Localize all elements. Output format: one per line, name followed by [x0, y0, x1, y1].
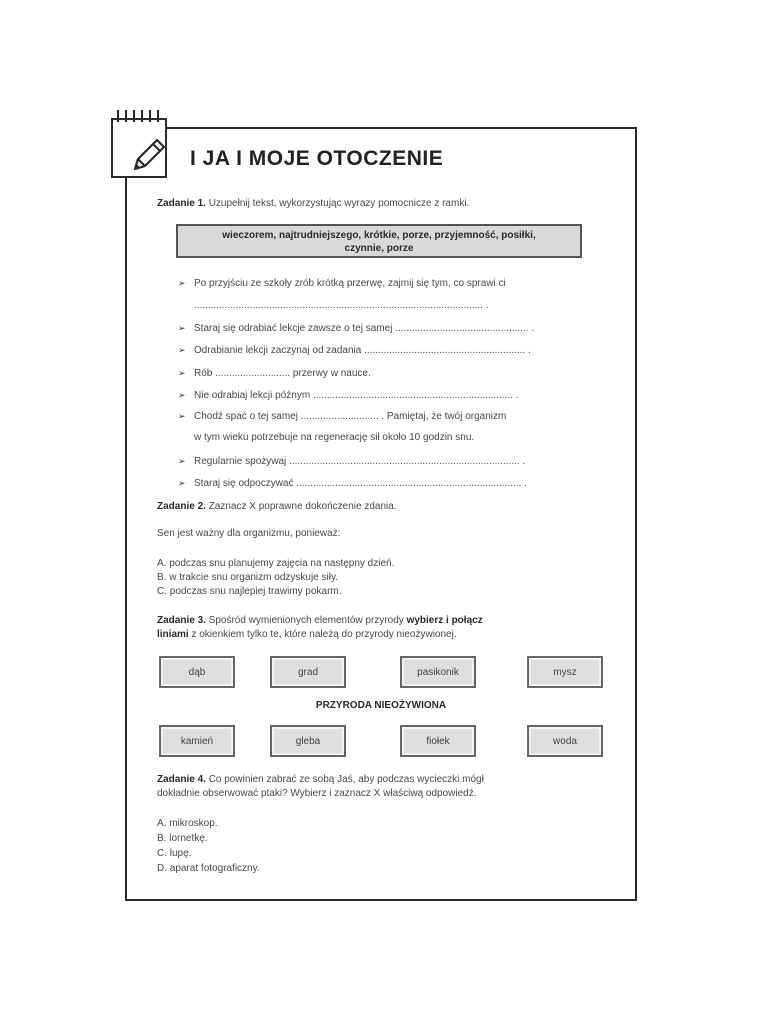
- task2-option-c[interactable]: C. podczas snu najlepiej trawimy pokarm.: [157, 586, 342, 597]
- pencil-icon: [129, 135, 169, 175]
- nature-box-pasikonik[interactable]: pasikonik: [400, 656, 476, 688]
- task4-label: Zadanie 4.: [157, 774, 206, 785]
- nature-box-gleba[interactable]: gleba: [270, 725, 346, 757]
- task4-option-b[interactable]: B. lornetkę.: [157, 833, 208, 844]
- nature-box-woda[interactable]: woda: [527, 725, 603, 757]
- task1-item-text: Po przyjściu ze szkoły zrób krótką przerwę, zajmij się tym, co sprawi ci: [194, 278, 506, 289]
- task1-item: [178, 321, 534, 336]
- task1-item: [178, 409, 506, 424]
- task3-label: Zadanie 3.: [157, 615, 206, 626]
- word-bank-line-1: wieczorem, najtrudniejszego, krótkie, porze, przyjemność, posiłki,: [222, 230, 536, 241]
- task4-heading: [157, 773, 484, 787]
- task1-item-text[interactable]: Odrabianie lekcji zaczynaj od zadania .......................................................... .: [194, 345, 531, 356]
- task4-instruction-line2: dokładnie obserwować ptaki? Wybierz i zaznacz X właściwą odpowiedź.: [157, 788, 477, 799]
- task1-heading: [157, 197, 469, 211]
- task1-item-continuation: w tym wieku potrzebuje na regenerację sił około 10 godzin snu.: [194, 432, 475, 443]
- nature-box-fiolek[interactable]: fiołek: [400, 725, 476, 757]
- task2-heading: [157, 500, 397, 514]
- nature-box-dab[interactable]: dąb: [159, 656, 235, 688]
- nature-box-mysz[interactable]: mysz: [527, 656, 603, 688]
- task2-option-a[interactable]: A. podczas snu planujemy zajęcia na następny dzień.: [157, 558, 395, 569]
- inanimate-nature-label[interactable]: PRZYRODA NIEOŻYWIONA: [315, 700, 447, 711]
- task3-instruction-a: Spośród wymienionych elementów przyrody: [208, 615, 404, 626]
- task3-instruction-b: z okienkiem tylko te, które należą do przyrody nieożywionej.: [191, 629, 457, 640]
- task1-label: Zadanie 1.: [157, 198, 206, 209]
- arrow-bullet-icon: ➢: [178, 390, 186, 400]
- task3-heading-line2: [157, 628, 457, 642]
- arrow-bullet-icon: ➢: [178, 478, 186, 488]
- spiral-binding-icon: [112, 108, 168, 124]
- arrow-bullet-icon: ➢: [178, 456, 186, 466]
- task1-item: [178, 343, 531, 358]
- task4-option-c[interactable]: C. lupę.: [157, 848, 192, 859]
- task3-instruction-bold: wybierz i połącz: [406, 615, 483, 626]
- task1-instruction: Uzupełnij tekst, wykorzystując wyrazy pomocnicze z ramki.: [208, 198, 470, 209]
- task1-item: [178, 276, 506, 291]
- task1-item: [178, 476, 527, 491]
- arrow-bullet-icon: ➢: [178, 345, 186, 355]
- task1-item-text[interactable]: Rób ........................... przerwy w nauce.: [194, 368, 371, 379]
- page-title: I JA I MOJE OTOCZENIE: [190, 147, 444, 170]
- task1-item: [178, 388, 519, 403]
- task2-option-b[interactable]: B. w trakcie snu organizm odzyskuje siły.: [157, 572, 338, 583]
- task1-item-text[interactable]: Chodź spać o tej samej ............................ . Pamiętaj, że twój organizm: [194, 411, 507, 422]
- nature-box-grad[interactable]: grad: [270, 656, 346, 688]
- task2-instruction: Zaznacz X poprawne dokończenie zdania.: [208, 501, 397, 512]
- task1-item-text[interactable]: Staraj się odrabiać lekcje zawsze o tej samej ................................................ .: [194, 323, 535, 334]
- task1-item: [178, 366, 371, 381]
- task4-instruction-line1: Co powinien zabrać ze sobą Jaś, aby podczas wycieczki mógł: [208, 774, 484, 785]
- task3-instruction-bold2: liniami: [157, 629, 189, 640]
- arrow-bullet-icon: ➢: [178, 278, 186, 288]
- task3-heading: [157, 614, 483, 628]
- arrow-bullet-icon: ➢: [178, 368, 186, 378]
- task2-stem: Sen jest ważny dla organizmu, ponieważ:: [157, 528, 341, 539]
- nature-box-kamien[interactable]: kamień: [159, 725, 235, 757]
- task1-item-text[interactable]: Staraj się odpoczywać ................................................................................. .: [194, 478, 527, 489]
- word-bank-line-2: czynnie, porze: [344, 243, 414, 254]
- task1-item: [178, 454, 525, 469]
- task4-option-d[interactable]: D. aparat fotograficzny.: [157, 863, 260, 874]
- task1-answer-line[interactable]: ........................................................................................................ .: [194, 300, 489, 311]
- task2-label: Zadanie 2.: [157, 501, 206, 512]
- arrow-bullet-icon: ➢: [178, 411, 186, 421]
- arrow-bullet-icon: ➢: [178, 323, 186, 333]
- word-bank-box: [176, 224, 582, 258]
- task4-option-a[interactable]: A. mikroskop.: [157, 818, 218, 829]
- task1-item-text[interactable]: Regularnie spożywaj ................................................................................... .: [194, 456, 526, 467]
- task1-item-text[interactable]: Nie odrabiaj lekcji późnym ........................................................................ .: [194, 390, 519, 401]
